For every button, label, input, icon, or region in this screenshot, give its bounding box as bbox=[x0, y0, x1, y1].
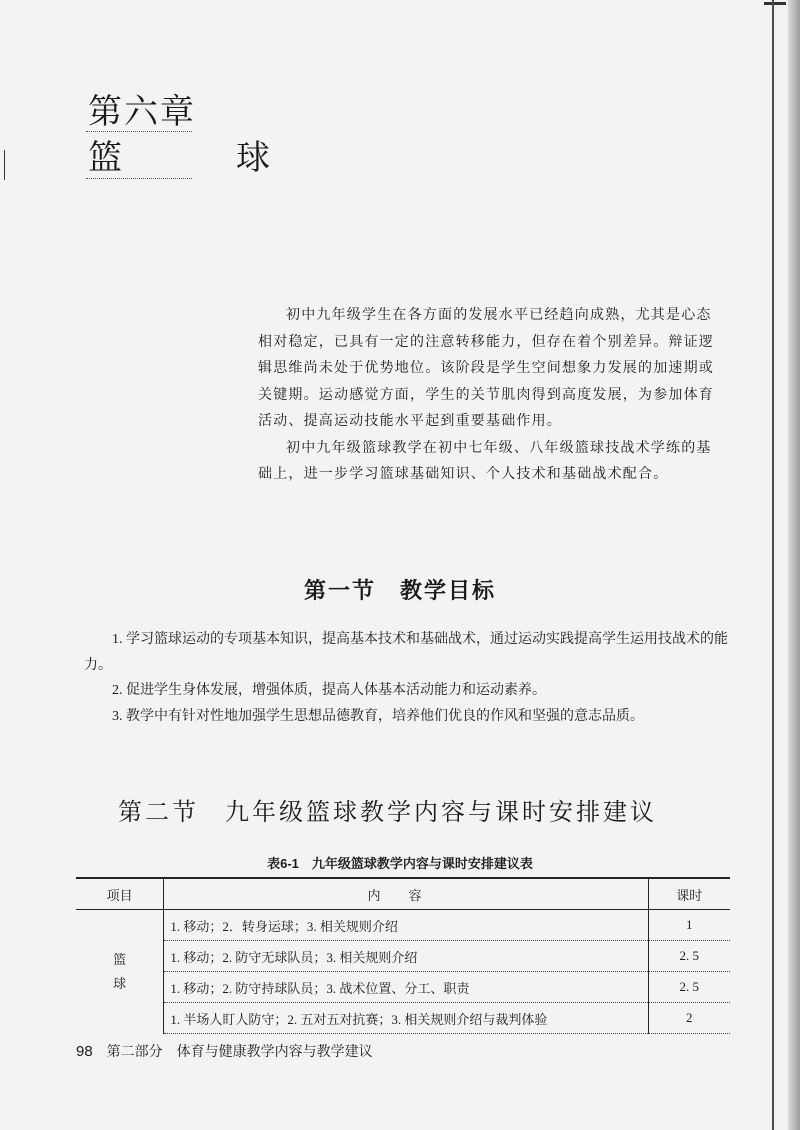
goal-item: 2. 促进学生身体发展，增强体质，提高人体基本活动能力和运动素养。 bbox=[112, 683, 546, 698]
hours-cell: 2. 5 bbox=[648, 972, 730, 1003]
goal-item: 1. 学习篮球运动的专项基本知识，提高基本技术和基础战术，通过运动实践提高学生运用技战术的能力。 bbox=[84, 632, 728, 673]
page-footer bbox=[76, 1041, 373, 1061]
chapter-intro bbox=[258, 302, 718, 488]
header-item: 项目 bbox=[76, 878, 164, 910]
content-cell: 1. 移动；2. 防守持球队员；3. 战术位置、分工、职责 bbox=[164, 972, 648, 1003]
page-edge-line bbox=[772, 0, 774, 1130]
table-row bbox=[76, 1003, 730, 1034]
section-2-text: 九年级篮球教学内容与课时安排建议 bbox=[225, 798, 657, 826]
table-caption: 表6-1 九年级篮球教学内容与课时安排建议表 bbox=[267, 856, 533, 871]
content-table bbox=[76, 877, 730, 1034]
content-cell: 1. 移动；2. 防守无球队员；3. 相关规则介绍 bbox=[164, 941, 648, 972]
page-edge-shadow bbox=[788, 0, 800, 1130]
page-number: 98 bbox=[76, 1043, 93, 1060]
header-hours: 课时 bbox=[648, 878, 730, 910]
table-row bbox=[76, 941, 730, 972]
intro-paragraph: 初中九年级篮球教学在初中七年级、八年级篮球技战术学练的基础上，进一步学习篮球基础知识、个人技术和基础战术配合。 bbox=[258, 439, 712, 482]
section-2-title bbox=[118, 792, 758, 827]
section-2-number: 第二节 bbox=[118, 798, 199, 826]
footer-part: 第二部分 体育与健康教学内容与教学建议 bbox=[106, 1043, 373, 1059]
content-cell: 1. 半场人盯人防守；2. 五对五对抗赛；3. 相关规则介绍与裁判体验 bbox=[164, 1003, 648, 1034]
hours-cell: 1 bbox=[648, 910, 730, 941]
teaching-goals bbox=[84, 627, 734, 729]
content-cell: 1. 移动；2．转身运球；3. 相关规则介绍 bbox=[164, 910, 648, 941]
hours-cell: 2. 5 bbox=[648, 941, 730, 972]
chapter-title: 篮 球 bbox=[88, 138, 310, 178]
table-row bbox=[76, 972, 730, 1003]
item-cell bbox=[76, 910, 164, 1034]
section-1-title: 第一节 教学目标 bbox=[303, 578, 496, 604]
item-label: 篮 球 bbox=[113, 951, 127, 991]
chapter-divider bbox=[86, 178, 192, 179]
hours-cell: 2 bbox=[648, 1003, 730, 1034]
page-edge-mark-left bbox=[4, 150, 5, 180]
table-row bbox=[76, 910, 730, 941]
goal-item: 3. 教学中有针对性地加强学生思想品德教育，培养他们优良的作风和坚强的意志品质。 bbox=[112, 708, 644, 724]
page-edge-mark bbox=[764, 2, 786, 5]
header-content: 内容 bbox=[164, 878, 648, 910]
intro-paragraph: 初中九年级学生在各方面的发展水平已经趋向成熟，尤其是心态相对稳定，已具有一定的注意转移能力，但存在着个别差异。辩证逻辑思维尚未处于优势地位。该阶段是学生空间想象力发展的加速期或关键期。运动感觉方面，学生的关节肌肉得到高度发展，为参加体育活动、提高运动技能水平起到重要基础作用。 bbox=[258, 307, 714, 429]
chapter-number: 第六章 bbox=[88, 92, 196, 132]
